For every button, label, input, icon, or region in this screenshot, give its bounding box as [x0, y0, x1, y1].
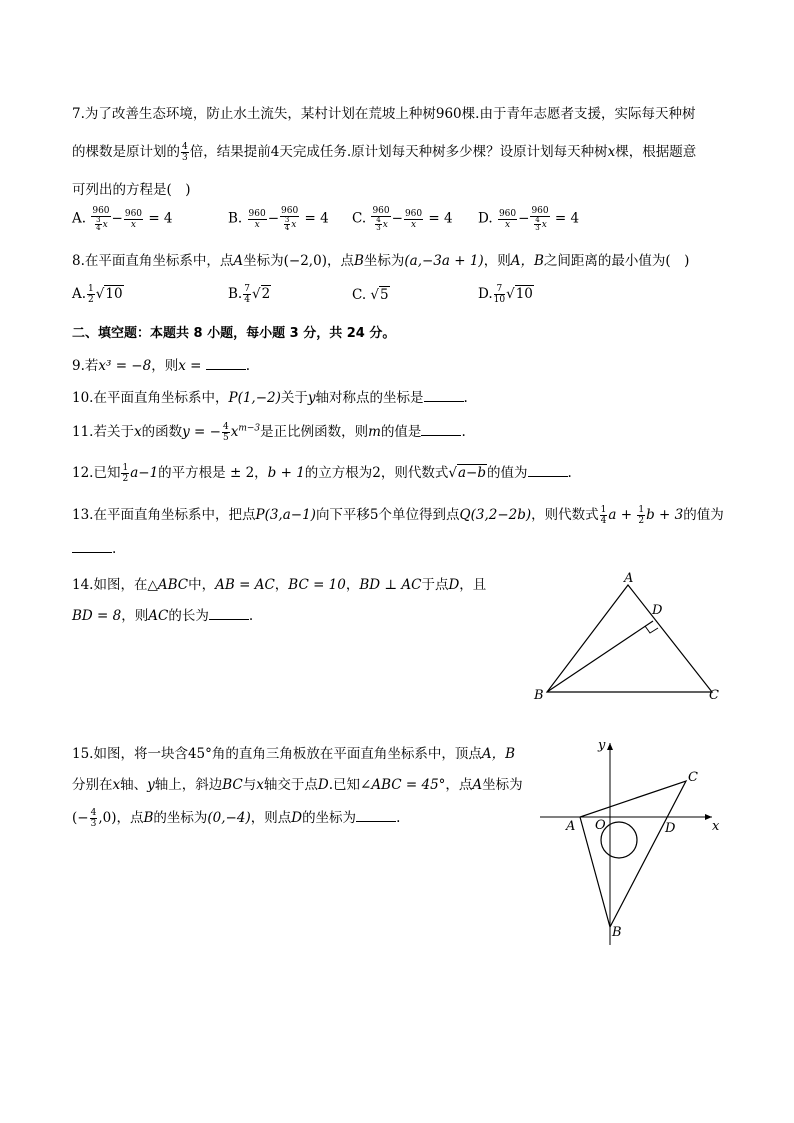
q7-option-b[interactable]: B. $\frac{960}{x}$ − 960 $\frac{3}{4}$ x = 4	[228, 206, 329, 232]
q7-line2	[72, 140, 696, 163]
right-angle-mark	[645, 626, 658, 633]
fraction: $\frac{4}{3}$	[182, 142, 188, 163]
q8-option-d[interactable]: D. $\frac{7}{10}$ √10	[478, 284, 533, 305]
q11-line: 11.若关于x的函数y = − $\frac{4}{5}$ $x^{m-3}$是正比例函数，则m的值是 .	[72, 422, 466, 443]
answer-blank[interactable]	[356, 809, 396, 822]
label-c: C	[709, 688, 719, 703]
protractor-hole	[601, 822, 637, 858]
q10-line: 10.在平面直角坐标系中，P(1,−2)关于y轴对称点的坐标是 .	[72, 390, 468, 406]
label-d: D	[652, 603, 663, 618]
answer-blank[interactable]	[424, 389, 464, 402]
q9-line: 9.若x³ = −8，则x = .	[72, 358, 251, 374]
q15-line1: 15.如图，将一块含45°角的直角三角板放在平面直角坐标系中，顶点A，B	[72, 746, 516, 762]
answer-blank[interactable]	[72, 540, 112, 553]
q7-text: 的棵数是原计划的	[72, 144, 180, 160]
label-a: A	[566, 819, 576, 834]
label-x: x	[712, 819, 720, 834]
q14-triangle-figure	[520, 565, 730, 705]
q12-line: 12.已知 $\frac{1}{2}$ a−1的平方根是 ± 2，b + 1的立方根为2，则代数式√a−b的值为 .	[72, 463, 572, 484]
q14-line1: 14.如图，在△ABC中，AB = AC，BC = 10，BD ⊥ AC于点D，且	[72, 577, 487, 593]
label-d: D	[665, 821, 676, 836]
q7-option-d[interactable]: D. $\frac{960}{x}$ − 960 $\frac{4}{3}$ x = 4	[478, 206, 580, 232]
q8-option-b[interactable]: B. $\frac{7}{4}$ √2	[228, 284, 271, 305]
section-heading: 二、填空题：本题共 8 小题，每小题 3 分，共 24 分。	[72, 326, 396, 341]
q7-text: 倍，结果提前4天完成任务.原计划每天种树多少棵？设原计划每天种树	[189, 144, 608, 160]
answer-blank[interactable]	[421, 423, 461, 436]
q13-line: 13.在平面直角坐标系中，把点P(3,a−1)向下平移5个单位得到点Q(3,2−2b)，则代数式 $\frac{1}{4}$ a + $\frac{1}{2}$ b + 3的值为	[72, 505, 724, 526]
q15-line3: (− $\frac{4}{3}$ ,0)，点B的坐标为(0,−4)，则点D的坐标为 .	[72, 808, 401, 829]
x-axis-arrow	[705, 814, 712, 820]
label-b: B	[534, 688, 544, 703]
q14-line2: BD = 8，则AC的长为 .	[72, 608, 254, 624]
label-b: B	[612, 925, 622, 940]
variable: x	[607, 144, 616, 160]
q15-coordinate-figure	[530, 735, 730, 950]
q7-option-c[interactable]: C. 960 $\frac{4}{3}$ x − $\frac{960}{x}$ = 4	[352, 206, 453, 232]
answer-blank[interactable]	[206, 357, 246, 370]
label-o: O	[595, 818, 606, 833]
label-c: C	[688, 770, 698, 785]
q8-line: 8.在平面直角坐标系中，点A坐标为(−2,0)，点B坐标为(a,−3a + 1)，则A，B之间距离的最小值为( )	[72, 253, 690, 269]
label-y: y	[598, 738, 606, 753]
triangle-abc	[580, 781, 686, 927]
q8-option-a[interactable]: A. $\frac{1}{2}$ √10	[72, 284, 123, 305]
label-a: A	[624, 571, 634, 586]
answer-blank[interactable]	[528, 464, 568, 477]
q13-line2: .	[72, 540, 116, 557]
q8-option-c[interactable]: C. √5	[352, 287, 389, 303]
q15-line2: 分别在x轴、y轴上，斜边BC与x轴交于点D.已知∠ABC = 45°，点A坐标为	[72, 777, 523, 793]
segment-bd	[547, 621, 653, 692]
y-axis-arrow	[607, 743, 613, 750]
q7-text: 棵，根据题意	[615, 144, 697, 160]
q7-line3: 可列出的方程是( )	[72, 182, 191, 198]
q7-line1: 7.为了改善生态环境，防止水土流失，某村计划在荒坡上种树960棵.由于青年志愿者支援，实际每天种树	[72, 106, 696, 122]
answer-blank[interactable]	[209, 607, 249, 620]
q7-option-a[interactable]: A. 960 $\frac{3}{4}$ x − $\frac{960}{x}$ = 4	[72, 206, 173, 232]
